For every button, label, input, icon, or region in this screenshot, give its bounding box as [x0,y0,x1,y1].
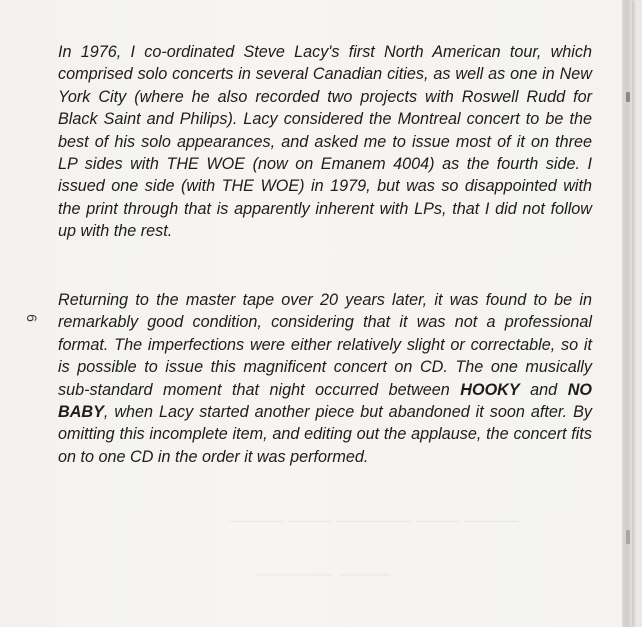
page-number: 6 [24,314,40,322]
paragraph-1: In 1976, I co-ordinated Steve Lacy's first North American tour, which comprised solo concerts in several Canadian cities, as well as one in New York City (where he also recorded two projects with Roswell Rudd for Black Saint and Philips). Lacy considered the Montreal concert to be the best of his solo appearances, and asked me to issue most of it on three LP sides with THE WOE (now on Emanem 4004) as the fourth side. I issued one side (with THE WOE) in 1979, but was so disappointed with the print through that is apparently inherent with LPs, that I did not follow up with the rest. [58,43,592,241]
edge-mark [626,530,630,544]
show-through-texture: ───── ──── ─────── ──── ───── [230,513,519,530]
track-title-no-baby: NO BABY [58,380,592,422]
show-through-texture: ────── ──── [255,565,392,584]
paragraph-2-part-3: , when Lacy started another piece but abandoned it soon after. By omitting this incomplete item, and editing out the applause, the concert fits on to one CD in the order it was performed. [58,403,592,466]
paragraph-2-part-2: and [519,380,568,399]
edge-mark [626,92,630,102]
paragraph-2-part-1: Returning to the master tape over 20 years later, it was found to be in remarkably good condition, considering that it was not a professional format. The imperfections were either relatively slight or correctable, so it is possible to issue this magnificent concert on CD. The one musically sub-standard moment that night occurred between [58,291,592,399]
track-title-hooky: HOOKY [460,380,520,399]
page-edge [622,0,632,627]
paragraph-2 [58,289,592,468]
